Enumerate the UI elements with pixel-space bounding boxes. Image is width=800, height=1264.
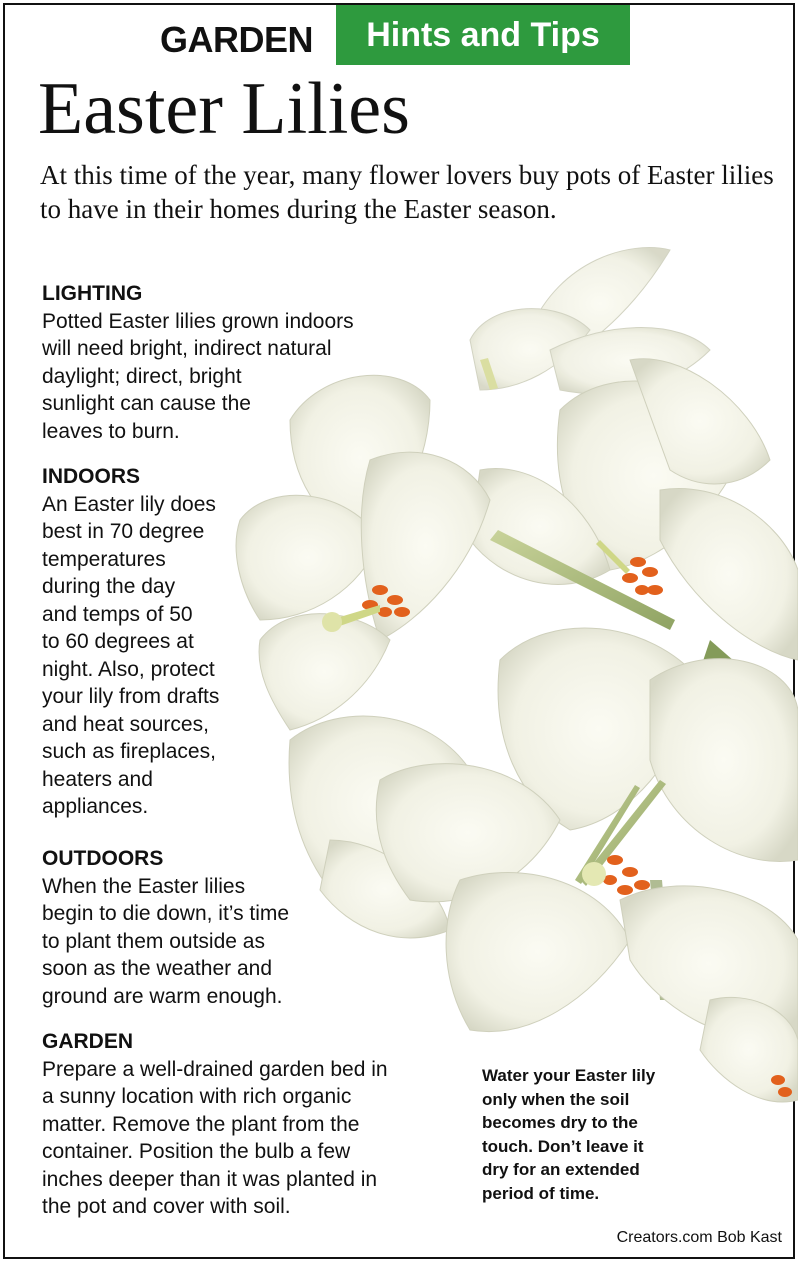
lily-right-upper bbox=[470, 359, 798, 660]
intro-paragraph: At this time of the year, many flower lovers buy pots of Easter lilies to have in their homes during the Easter season. bbox=[40, 160, 774, 224]
masthead-hints-label: Hints and Tips bbox=[366, 15, 600, 54]
section-garden bbox=[42, 1028, 388, 1221]
section-body: Prepare a well-drained garden bed in a sunny location with rich organic matter. Remove the plant from the container. Position the bulb a few inches deeper than it was planted in the pot and cover with soil. bbox=[42, 1057, 388, 1218]
masthead-garden-label: GARDEN bbox=[160, 19, 314, 60]
section-heading: INDOORS bbox=[42, 465, 141, 488]
lily-lower-right bbox=[376, 628, 798, 1102]
page-title: Easter Lilies bbox=[38, 68, 410, 150]
section-outdoors bbox=[42, 845, 289, 1010]
section-heading: GARDEN bbox=[42, 1030, 134, 1053]
section-lighting bbox=[42, 280, 354, 445]
section-body: When the Easter lilies begin to die down, it’s time to plant them outside as soon as the weather and ground are warm enough. bbox=[42, 874, 290, 1008]
masthead-hints-banner bbox=[336, 5, 630, 65]
section-heading: OUTDOORS bbox=[42, 847, 164, 870]
section-indoors bbox=[42, 463, 219, 821]
section-body: An Easter lily does best in 70 degree temperatures during the day and temps of 50 to 60 degrees at night. Also, protect your lily from drafts and heat sources, such as fireplaces, heaters and appliances. bbox=[42, 492, 220, 818]
watering-note: Water your Easter lily only when the soil becomes dry to the touch. Don’t leave it dry for an extended period of time. bbox=[482, 1066, 656, 1203]
credit-line: Creators.com Bob Kast bbox=[616, 1229, 782, 1246]
masthead bbox=[0, 5, 800, 67]
section-heading: LIGHTING bbox=[42, 282, 143, 305]
section-body: Potted Easter lilies grown indoors will need bright, indirect natural daylight; direct, bright sunlight can cause the leaves to burn. bbox=[42, 309, 354, 443]
